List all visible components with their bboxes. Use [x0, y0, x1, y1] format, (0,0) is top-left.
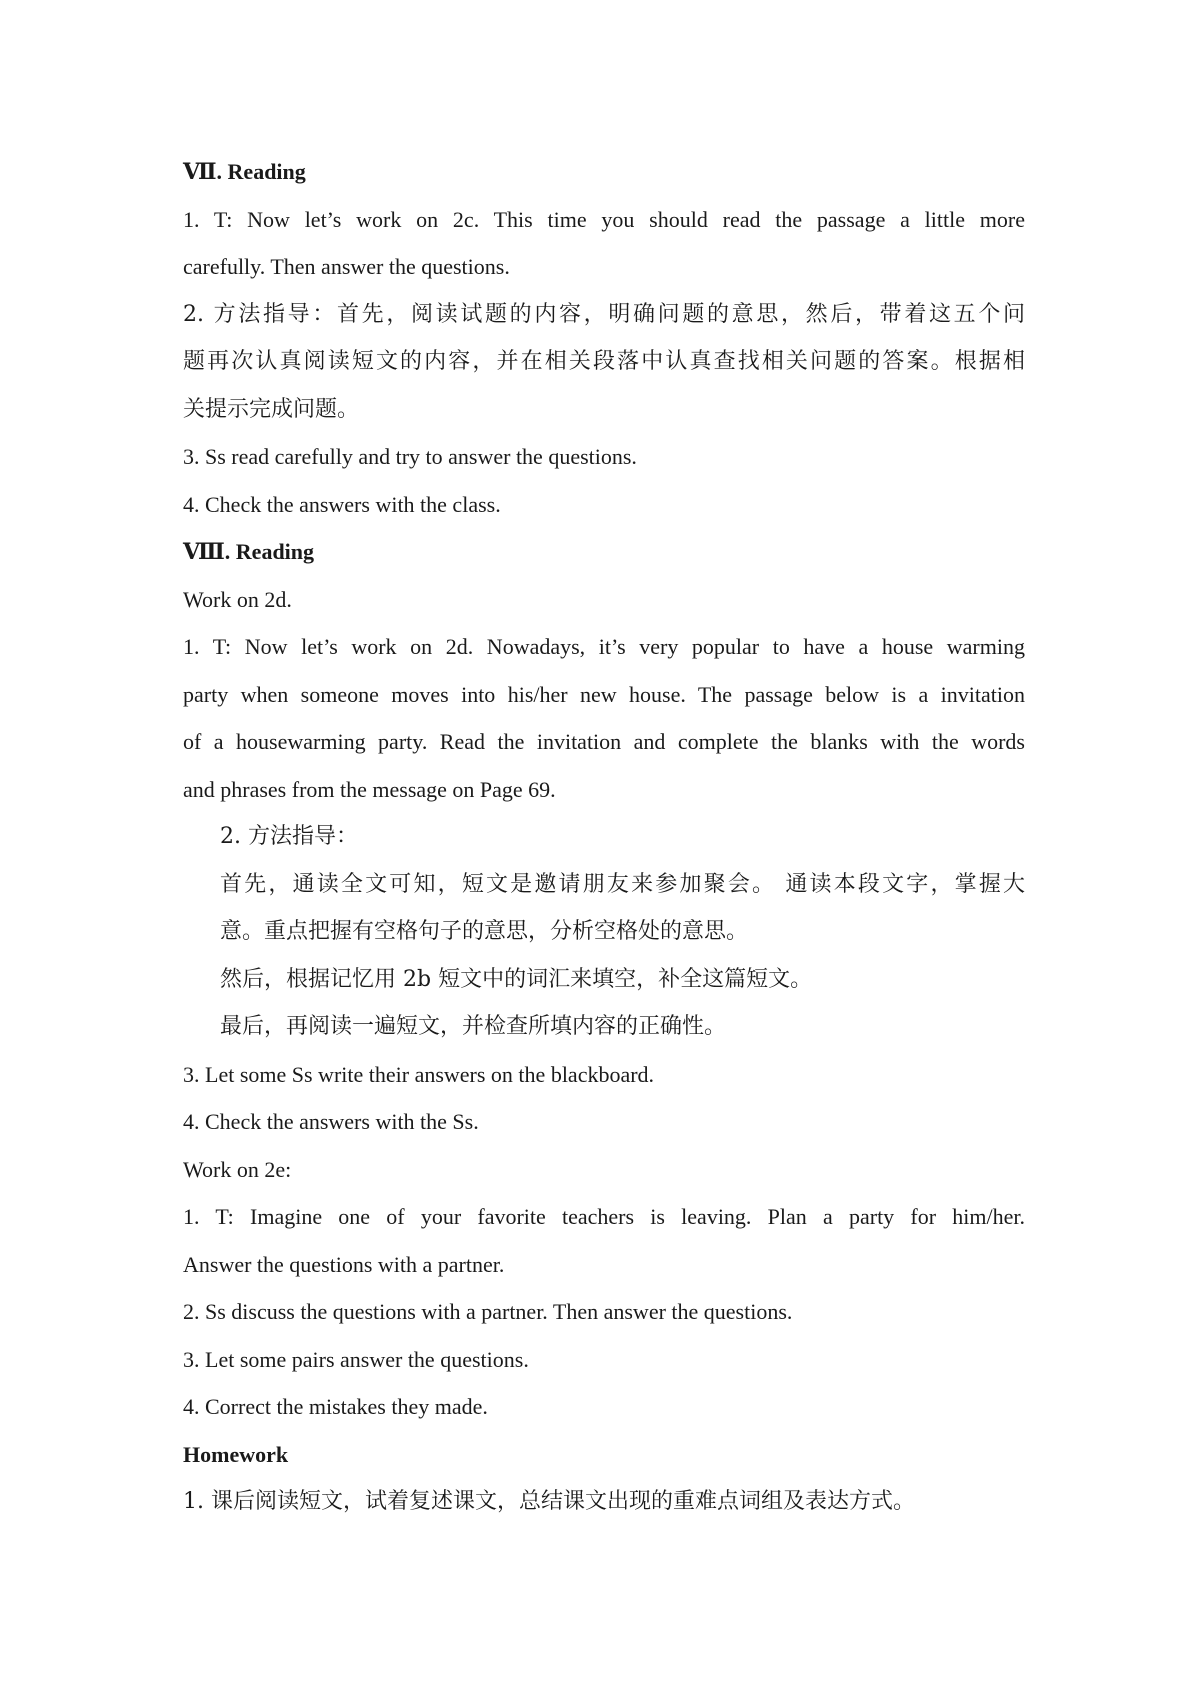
method-guide-line: 首先，通读全文可知，短文是邀请朋友来参加聚会。 通读本段文字，掌握大 [220, 871, 1025, 897]
document-page [183, 148, 1025, 1526]
paragraph-line: carefully. Then answer the questions. [183, 254, 510, 279]
method-guide-line: 最后，再阅读一遍短文，并检查所填内容的正确性。 [220, 1014, 727, 1039]
paragraph-line: party when someone moves into his/her new house. The passage below is a invitation [183, 681, 1025, 707]
section-heading-homework: Homework [183, 1441, 289, 1467]
paragraph-line: Work on 2d. [183, 586, 292, 612]
method-guide-line: 2. 方法指导： [220, 824, 358, 849]
paragraph-line: 1. T: Imagine one of your favorite teachers is leaving. Plan a party for him/her. [183, 1204, 1025, 1229]
paragraph-line: Work on 2e: [183, 1156, 292, 1182]
paragraph-line: and phrases from the message on Page 69. [183, 776, 556, 802]
paragraph-line: 4. Check the answers with the Ss. [183, 1109, 479, 1134]
paragraph-line: 2. 方法指导：首先，阅读试题的内容，明确问题的意思，然后，带着这五个问 [183, 301, 1025, 327]
paragraph-line: 题再次认真阅读短文的内容，并在相关段落中认真查找相关问题的答案。根据相 [183, 349, 1025, 374]
paragraph-line: 1. 课后阅读短文，试着复述课文，总结课文出现的重难点词组及表达方式。 [183, 1489, 915, 1514]
paragraph-line: 4. Correct the mistakes they made. [183, 1394, 488, 1419]
method-guide-line: 然后，根据记忆用 2b 短文中的词汇来填空，补全这篇短文。 [220, 966, 813, 992]
section-heading-viii: Ⅷ. Reading [183, 539, 315, 564]
paragraph-line: 3. Let some pairs answer the questions. [183, 1346, 529, 1372]
paragraph-line: of a housewarming party. Read the invitation and complete the blanks with the words [183, 729, 1025, 754]
paragraph-line: 1. T: Now let’s work on 2c. This time you should read the passage a little more [183, 206, 1025, 232]
paragraph-line: 4. Check the answers with the class. [183, 491, 501, 517]
paragraph-line: Answer the questions with a partner. [183, 1251, 505, 1277]
section-heading-vii: Ⅶ. Reading [183, 159, 306, 184]
paragraph-line: 3. Ss read carefully and try to answer the questions. [183, 444, 637, 469]
paragraph-line: 3. Let some Ss write their answers on the blackboard. [183, 1061, 655, 1087]
method-guide-line: 意。重点把握有空格句子的意思，分析空格处的意思。 [220, 919, 749, 944]
paragraph-line: 1. T: Now let’s work on 2d. Nowadays, it’s very popular to have a house warming [183, 634, 1025, 659]
paragraph-line: 2. Ss discuss the questions with a partner. Then answer the questions. [183, 1299, 793, 1324]
paragraph-line: 关提示完成问题。 [183, 396, 360, 422]
